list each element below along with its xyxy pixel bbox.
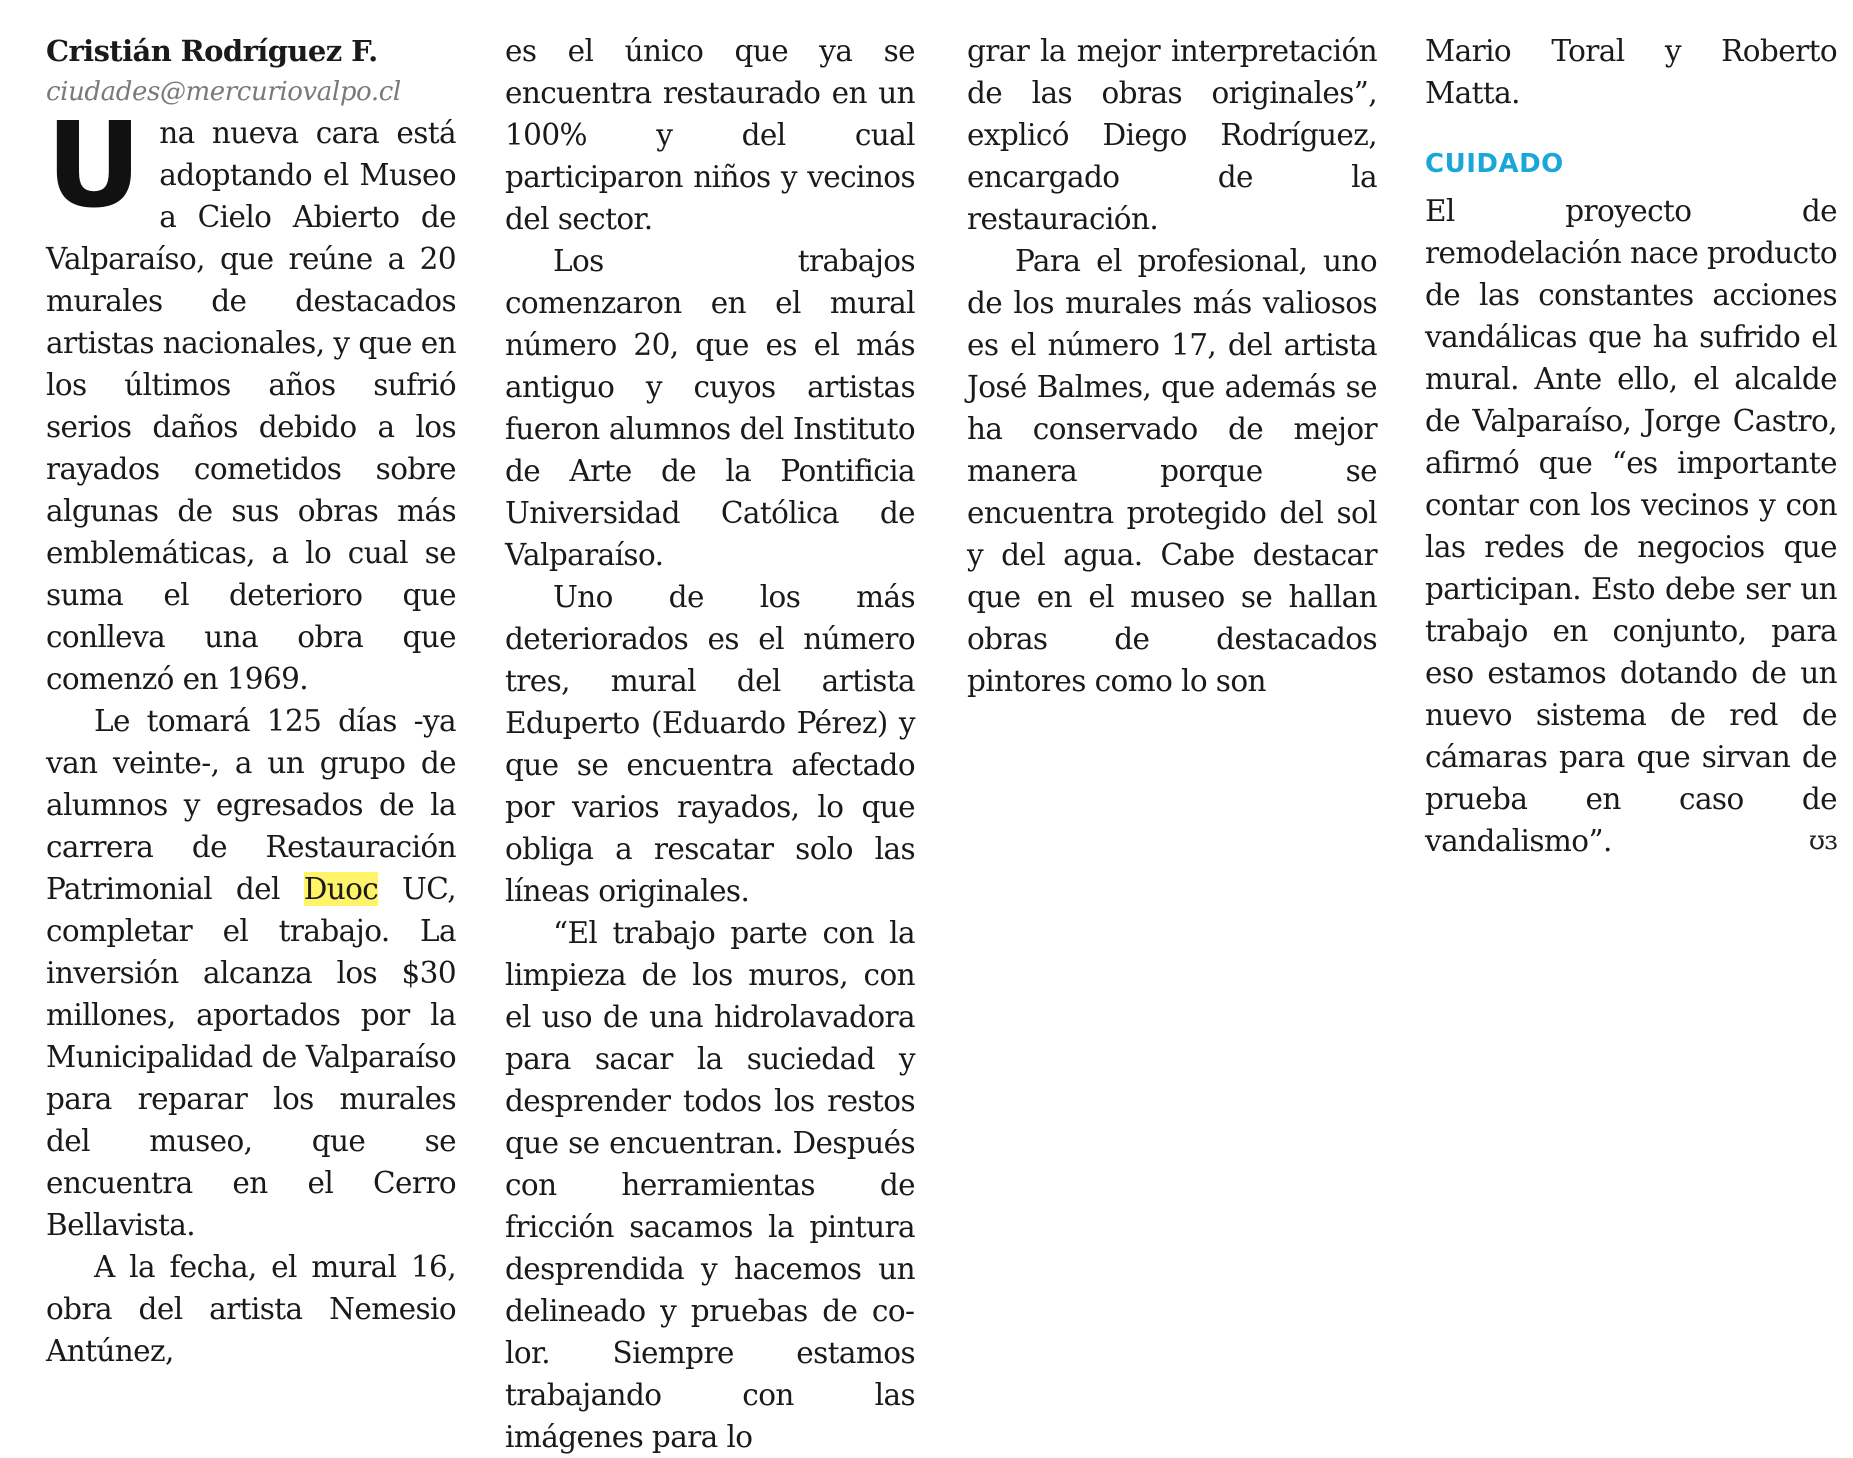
- highlighted-word: Duoc: [303, 872, 379, 906]
- paragraph-5: Uno de los más deteriorados es el número tres, mural del artista Eduperto (Eduardo Pérez) y que se encuentra afectado por varios rayados, lo que obliga a rescatar solo las líneas originales.: [505, 580, 915, 908]
- paragraph-8-text: El proyecto de remodelación nace producto de las constantes acciones vandálicas que ha sufrido el mural. Ante ello, el alcalde de Valparaíso, Jorge Castro, afirmó que “es importante contar con los vecinos y con las redes de negocios que participan. Esto debe ser un trabajo en conjunto, para eso estamos dotando de un nuevo sistema de red de cámaras para que sirvan de prueba en caso de vandalismo”.: [1425, 194, 1837, 858]
- byline-author: Cristián Rodríguez F.: [46, 34, 378, 68]
- drop-cap: U: [46, 96, 142, 234]
- column-3: [967, 30, 1377, 702]
- end-mark-icon: ʊɜ: [1808, 826, 1837, 856]
- paragraph-8: [1425, 190, 1837, 862]
- column-4: [1425, 30, 1837, 862]
- paragraph-2: [46, 700, 456, 1246]
- paragraph-1: [46, 96, 456, 700]
- column-1: [46, 30, 456, 1372]
- byline-email: ciudades@mercuriovalpo.cl: [46, 77, 401, 107]
- paragraph-3-continued: es el único que ya se encuentra restaurado en un 100% y del cual participaron niños y vecinos del sector.: [505, 34, 915, 236]
- paragraph-4: Los trabajos comenzaron en el mural número 20, que es el más antiguo y cuyos artistas fueron alumnos del Instituto de Arte de la Pontificia Universidad Católica de Valparaíso.: [505, 244, 915, 572]
- section-heading: CUIDADO: [1425, 149, 1564, 179]
- paragraph-2-text-b: UC, completar el trabajo. La inversión alcanza los $30 millones, aportados por la Municipalidad de Valparaíso para reparar los murales del museo, que se encuentra en el Cerro Bellavista.: [46, 872, 456, 1242]
- paragraph-6-continued: grar la mejor interpretación de las obras originales”, explicó Diego Rodríguez, encargado de la restauración.: [967, 34, 1377, 236]
- paragraph-6: “El trabajo parte con la limpieza de los muros, con el uso de una hidrolavadora para sacar la suciedad y desprender todos los restos que se encuentran. Después con herramientas de fricción sacamos la pintura desprendida y hacemos un delineado y pruebas de color. Siempre estamos trabajando con las imágenes para lo: [505, 916, 915, 1454]
- paragraph-2-text-a: Le tomará 125 días -ya van veinte-, a un grupo de alumnos y egresados de la carrera de Restauración Patrimonial del: [46, 704, 456, 906]
- paragraph-7: Para el profesional, uno de los murales más valiosos es el número 17, del artista José Balmes, que además se ha conservado de mejor manera porque se encuentra protegido del sol y del agua. Cabe destacar que en el museo se hallan obras de destacados pintores como lo son: [967, 244, 1377, 698]
- paragraph-7-continued: Mario Toral y Roberto Matta.: [1425, 34, 1837, 110]
- paragraph-3: A la fecha, el mural 16, obra del artista Nemesio Antúnez,: [46, 1250, 456, 1368]
- paragraph-1-text: na nueva cara está adoptando el Museo a Cielo Abierto de Valparaíso, que reúne a 20 murales de destacados artistas nacionales, y que en los últimos años sufrió serios daños debido a los rayados cometidos sobre algunas de sus obras más emblemáticas, a lo cual se suma el deterioro que conlleva una obra que comenzó en 1969.: [46, 116, 456, 696]
